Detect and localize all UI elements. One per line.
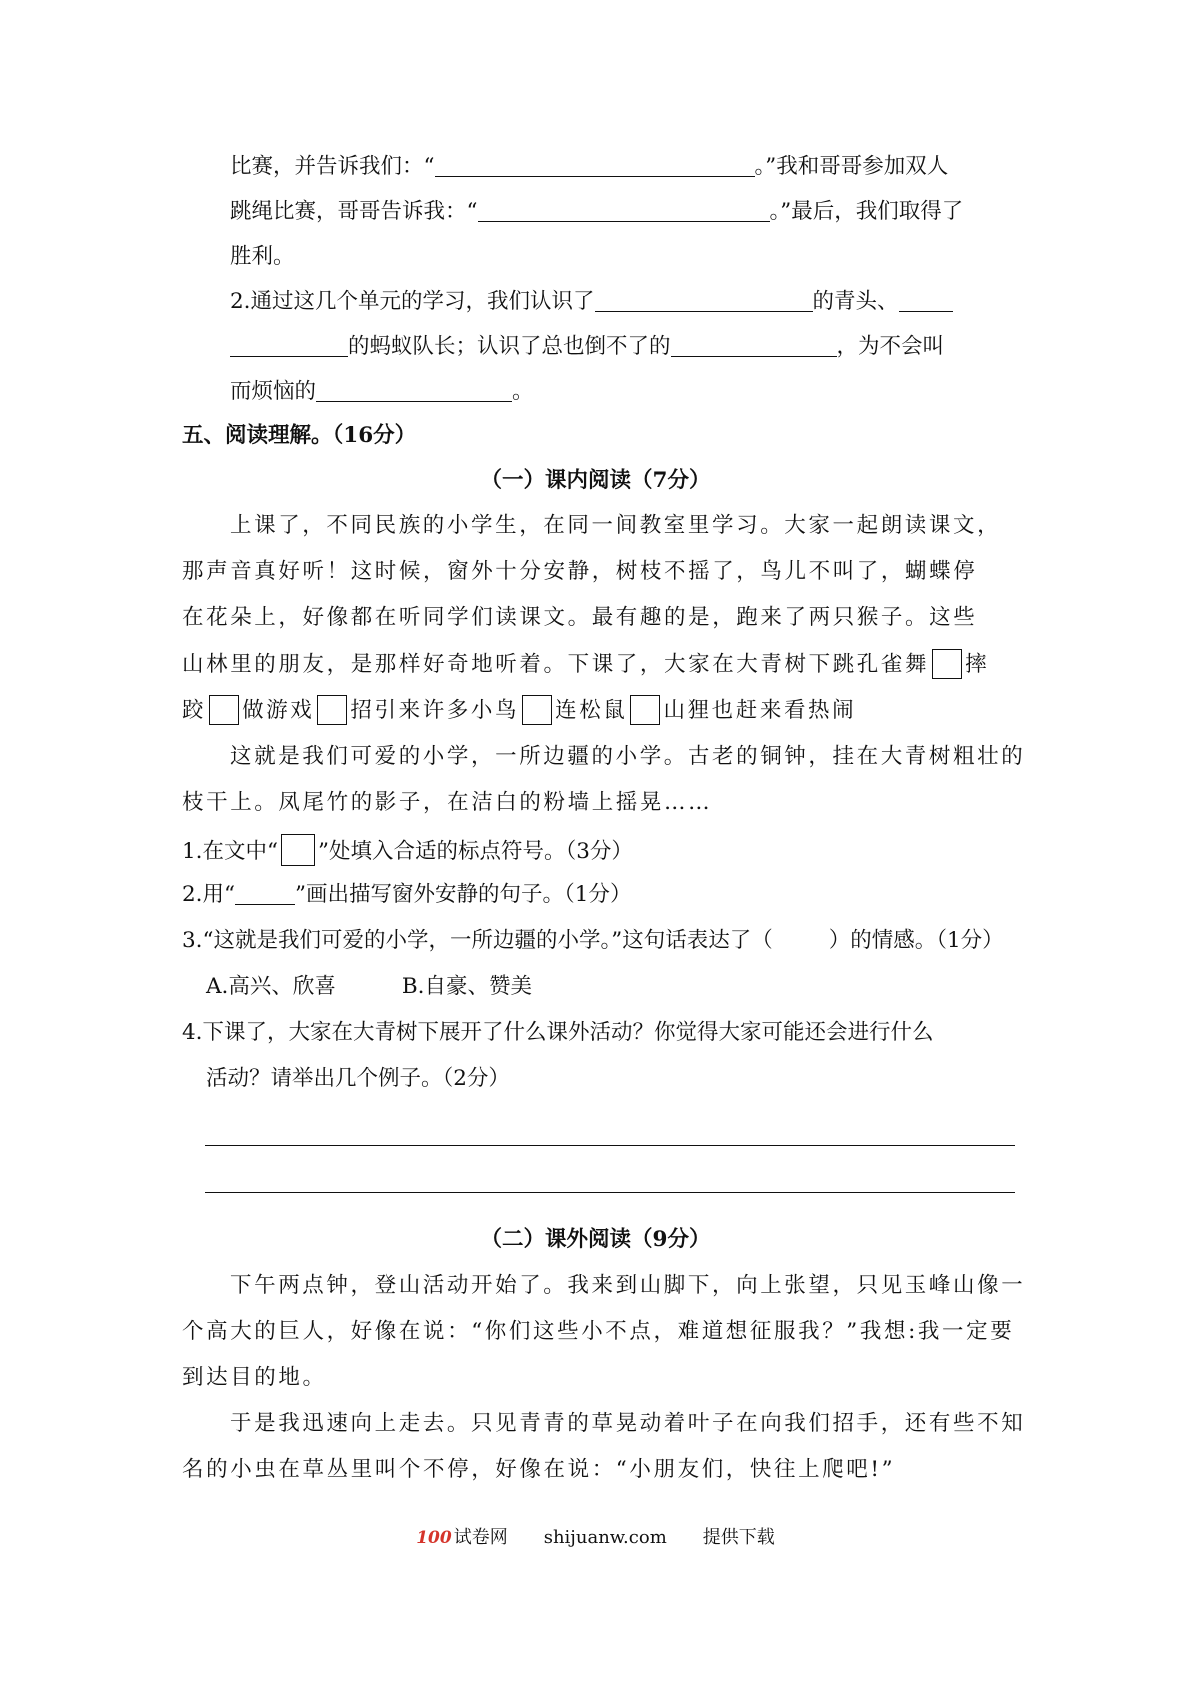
question-2 (182, 880, 631, 910)
q4-line-2 (230, 197, 963, 227)
text: 连松鼠 (555, 698, 628, 723)
q4-line-3: 胜利。 (230, 244, 295, 269)
text: 的蚂蚁队长；认识了总也倒不了的 (348, 334, 671, 359)
passage-line: 这就是我们可爱的小学，一所边疆的小学。古老的铜钟，挂在大青树粗壮的 (230, 744, 1026, 769)
passage-line: 到达目的地。 (182, 1365, 327, 1390)
passage-line: 于是我迅速向上走去。只见青青的草晃动着叶子在向我们招手，还有些不知 (230, 1411, 1026, 1436)
punctuation-box[interactable] (522, 695, 552, 725)
page-footer (0, 1523, 1191, 1549)
answer-line[interactable] (205, 1192, 1015, 1193)
passage-line (182, 695, 856, 726)
answer-blank[interactable] (899, 289, 953, 312)
punctuation-box[interactable] (630, 695, 660, 725)
text: 2.通过这几个单元的学习，我们认识了 (230, 289, 595, 314)
q4-2-line-3 (230, 377, 534, 407)
answer-blank[interactable] (435, 154, 755, 177)
text: 跳绳比赛，哥哥告诉我：“ (230, 199, 478, 224)
text: ”处填入合适的标点符号。（3分） (318, 839, 633, 864)
text: 山狸也赶来看热闹 (663, 698, 857, 723)
text: 。”我和哥哥参加双人 (754, 154, 949, 179)
part1-title: （一）课内阅读（7分） (480, 468, 711, 493)
text: 摔 (965, 652, 990, 677)
punctuation-box[interactable] (932, 649, 962, 679)
answer-blank[interactable] (316, 379, 512, 402)
text: 2.用“ (182, 882, 236, 907)
option-a[interactable]: A.高兴、欣喜 (206, 974, 336, 999)
text: 招引来许多小鸟 (350, 698, 520, 723)
footer-note: 提供下载 (702, 1527, 775, 1548)
question-1 (182, 834, 633, 867)
text: ”画出描写窗外安静的句子。（1分） (295, 882, 632, 907)
passage-line: 下午两点钟，登山活动开始了。我来到山脚下，向上张望，只见玉峰山像一 (230, 1273, 1026, 1298)
q4-2-line-2 (230, 332, 944, 362)
text: 山林里的朋友，是那样好奇地听着。下课了，大家在大青树下跳孔雀舞 (182, 652, 930, 677)
passage-line: 枝干上。凤尾竹的影子，在洁白的粉墙上摇晃…… (182, 790, 713, 815)
text: 。 (512, 379, 534, 404)
punctuation-box[interactable] (209, 695, 239, 725)
text: 而烦恼的 (230, 379, 317, 404)
part2-title: （二）课外阅读（9分） (480, 1227, 711, 1252)
passage-line: 个高大的巨人，好像在说：“你们这些小不点，难道想征服我？”我想:我一定要 (182, 1319, 1015, 1344)
punctuation-box (281, 834, 315, 866)
passage-line: 上课了，不同民族的小学生，在同一间教室里学习。大家一起朗读课文， (230, 513, 1002, 538)
answer-line[interactable] (205, 1145, 1015, 1146)
text: 比赛，并告诉我们：“ (230, 154, 435, 179)
text: 3.“这就是我们可爱的小学，一所边疆的小学。”这句话表达了（ (182, 928, 773, 953)
underline-sample (235, 882, 295, 905)
question-4: 4.下课了，大家在大青树下展开了什么课外活动？你觉得大家可能还会进行什么 (182, 1020, 934, 1045)
site-name: 试卷网 (453, 1527, 508, 1548)
q4-2-line-1 (230, 287, 953, 317)
text: 跤 (182, 698, 207, 723)
q4-line-1 (230, 152, 948, 182)
text: 1.在文中“ (182, 839, 279, 864)
text: ，为不会叫 (836, 334, 945, 359)
text: 。”最后，我们取得了 (769, 199, 964, 224)
passage-line: 在花朵上，好像都在听同学们读课文。最有趣的是，跑来了两只猴子。这些 (182, 605, 978, 630)
passage-line: 那声音真好听！这时候，窗外十分安静，树枝不摇了，鸟儿不叫了，蝴蝶停 (182, 559, 978, 584)
question-3-options (206, 972, 532, 1002)
punctuation-box[interactable] (317, 695, 347, 725)
passage-line: 名的小虫在草丛里叫个不停，好像在说：“小朋友们，快往上爬吧!” (182, 1457, 896, 1482)
option-b[interactable]: B.自豪、赞美 (401, 974, 533, 999)
answer-blank[interactable] (595, 289, 813, 312)
answer-blank[interactable] (671, 334, 837, 357)
site-domain[interactable]: shijuanw.com (543, 1527, 667, 1548)
section-title: 五、阅读理解。（16分） (182, 423, 417, 448)
text: 的青头、 (812, 289, 899, 314)
question-4-cont: 活动？请举出几个例子。（2分） (206, 1066, 510, 1091)
question-3 (182, 926, 1004, 956)
answer-blank[interactable] (230, 334, 348, 357)
site-logo: 100 (416, 1528, 452, 1548)
text: ）的情感。（1分） (828, 928, 1004, 953)
answer-blank[interactable] (478, 199, 770, 222)
text: 做游戏 (242, 698, 315, 723)
passage-line (182, 649, 989, 680)
